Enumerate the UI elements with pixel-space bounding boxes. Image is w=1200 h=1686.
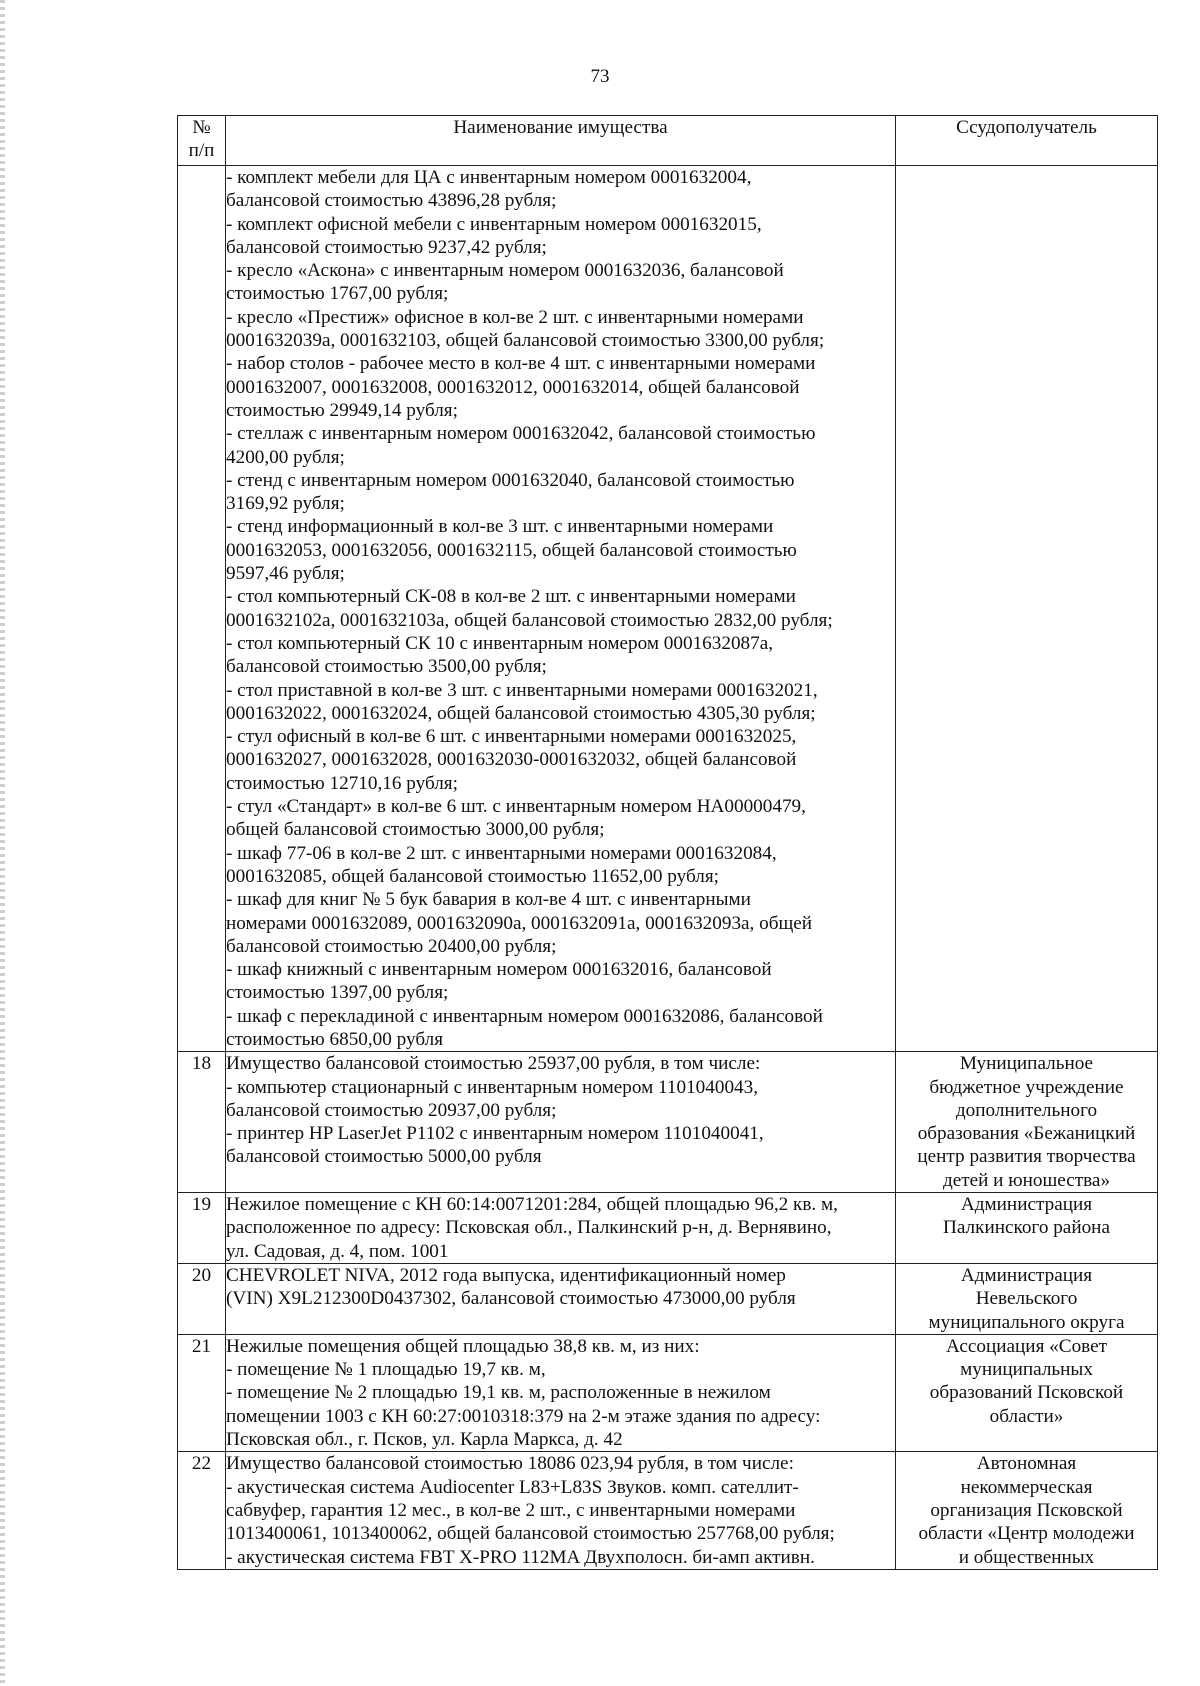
- description-line: стоимостью 1767,00 рубля;: [226, 283, 449, 305]
- header-number: [178, 116, 226, 166]
- description-line: стоимостью 6850,00 рубля: [226, 1028, 444, 1050]
- description-line: - стол компьютерный СК-08 в кол-ве 2 шт. с инвентарными номерами: [226, 586, 796, 608]
- property-description: [226, 1334, 896, 1451]
- recipient: [896, 1052, 1158, 1193]
- table-row: [178, 1193, 1158, 1264]
- description-line: - шкаф с перекладиной с инвентарным номером 0001632086, балансовой: [226, 1005, 823, 1027]
- recipient-line: области «Центр молодежи: [918, 1523, 1135, 1545]
- description-line: 9597,46 рубля;: [226, 563, 345, 585]
- recipient-line: Администрация: [960, 1194, 1093, 1216]
- description-line: 4200,00 рубля;: [226, 446, 345, 468]
- header-property-name: Наименование имущества: [226, 116, 896, 166]
- description-line: - акустическая система FBT X-PRO 112MA Двухполосн. би-амп активн.: [226, 1546, 815, 1568]
- recipient: [896, 166, 1158, 1052]
- header-number-abbr: п/п: [188, 140, 215, 161]
- table-row: [178, 1452, 1158, 1569]
- description-line: - комплект офисной мебели с инвентарным номером 0001632015,: [226, 213, 762, 235]
- property-description: [226, 1263, 896, 1334]
- description-line: 3169,92 рубля;: [226, 493, 345, 515]
- recipient-line: организация Псковской: [930, 1499, 1123, 1521]
- description-line: 0001632085, общей балансовой стоимостью 11652,00 рубля;: [226, 865, 719, 887]
- description-line: Псковская обл., г. Псков, ул. Карла Маркса, д. 42: [226, 1429, 623, 1451]
- recipient-line: муниципального округа: [928, 1311, 1125, 1333]
- recipient-line: центр развития творчества: [917, 1146, 1136, 1168]
- recipient-line: Ассоциация «Совет: [945, 1335, 1108, 1357]
- description-line: - помещение № 2 площадью 19,1 кв. м, расположенные в нежилом: [226, 1382, 771, 1404]
- description-line: расположенное по адресу: Псковская обл., Палкинский р-н, д. Вернявино,: [226, 1217, 832, 1239]
- table-row: [178, 166, 1158, 1052]
- row-number: 20: [178, 1263, 226, 1334]
- description-line: балансовой стоимостью 43896,28 рубля;: [226, 190, 557, 212]
- recipient-line: дополнительного: [955, 1099, 1098, 1121]
- table-header-row: [178, 116, 1158, 166]
- description-line: - принтер HP LaserJet P1102 с инвентарным номером 1101040041,: [226, 1123, 764, 1145]
- recipient-line: образования «Бежаницкий: [917, 1123, 1136, 1145]
- description-line: CHEVROLET NIVA, 2012 года выпуска, идентификационный номер: [226, 1264, 786, 1286]
- description-line: - акустическая система Audiocenter L83+L83S Звуков. комп. сателлит-: [226, 1476, 799, 1498]
- recipient: [896, 1263, 1158, 1334]
- description-line: 0001632102а, 0001632103а, общей балансовой стоимостью 2832,00 рубля;: [226, 609, 833, 631]
- recipient-line: некоммерческая: [960, 1476, 1093, 1498]
- description-line: - стол приставной в кол-ве 3 шт. с инвентарными номерами 0001632021,: [226, 679, 818, 701]
- description-line: 0001632039а, 0001632103, общей балансовой стоимостью 3300,00 рубля;: [226, 330, 825, 352]
- description-line: (VIN) X9L212300D0437302, балансовой стоимостью 473000,00 рубля: [226, 1288, 796, 1310]
- property-description: [226, 1452, 896, 1569]
- description-line: - кресло «Престиж» офисное в кол-ве 2 шт. с инвентарными номерами: [226, 306, 804, 328]
- row-number: 22: [178, 1452, 226, 1569]
- recipient-line: образований Псковской: [929, 1382, 1124, 1404]
- recipient-line: Палкинского района: [943, 1217, 1110, 1239]
- description-line: - стул офисный в кол-ве 6 шт. с инвентарными номерами 0001632025,: [226, 726, 797, 748]
- recipient-line: бюджетное учреждение: [929, 1076, 1124, 1098]
- description-line: сабвуфер, гарантия 12 мес., в кол-ве 2 шт., с инвентарными номерами: [226, 1499, 796, 1521]
- header-recipient: Ссудополучатель: [896, 116, 1158, 166]
- property-description: [226, 1193, 896, 1264]
- description-line: Имущество балансовой стоимостью 18086 023,94 рубля, в том числе:: [226, 1453, 794, 1475]
- recipient-line: Невельского: [975, 1288, 1078, 1310]
- description-line: 1013400061, 1013400062, общей балансовой стоимостью 257768,00 рубля;: [226, 1523, 835, 1545]
- description-line: Имущество балансовой стоимостью 25937,00 рубля, в том числе:: [226, 1053, 761, 1075]
- description-line: 0001632007, 0001632008, 0001632012, 0001632014, общей балансовой: [226, 376, 800, 398]
- scan-edge: [0, 0, 5, 1686]
- recipient: [896, 1334, 1158, 1451]
- recipient-line: Муниципальное: [959, 1053, 1094, 1075]
- description-line: - компьютер стационарный с инвентарным номером 1101040043,: [226, 1076, 759, 1098]
- description-line: Нежилые помещения общей площадью 38,8 кв. м, из них:: [226, 1335, 700, 1357]
- description-line: - стол компьютерный СК 10 с инвентарным номером 0001632087а,: [226, 632, 774, 654]
- description-line: стоимостью 1397,00 рубля;: [226, 982, 449, 1004]
- description-line: - шкаф для книг № 5 бук бавария в кол-ве 4 шт. с инвентарными: [226, 889, 751, 911]
- recipient: [896, 1193, 1158, 1264]
- description-line: балансовой стоимостью 20400,00 рубля;: [226, 935, 557, 957]
- row-number: 19: [178, 1193, 226, 1264]
- description-line: номерами 0001632089, 0001632090а, 0001632091а, 0001632093а, общей: [226, 912, 813, 934]
- description-line: помещении 1003 с КН 60:27:0010318:379 на 2-м этаже здания по адресу:: [226, 1405, 821, 1427]
- row-number: [178, 166, 226, 1052]
- description-line: балансовой стоимостью 20937,00 рубля;: [226, 1099, 557, 1121]
- description-line: 0001632022, 0001632024, общей балансовой стоимостью 4305,30 рубля;: [226, 702, 816, 724]
- description-line: - набор столов - рабочее место в кол-ве 4 шт. с инвентарными номерами: [226, 353, 816, 375]
- description-line: - стеллаж с инвентарным номером 0001632042, балансовой стоимостью: [226, 423, 816, 445]
- description-line: - шкаф книжный с инвентарным номером 0001632016, балансовой: [226, 959, 772, 981]
- recipient: [896, 1452, 1158, 1569]
- recipient-line: Автономная: [976, 1453, 1077, 1475]
- table-body: [178, 166, 1158, 1570]
- description-line: балансовой стоимостью 5000,00 рубля: [226, 1146, 542, 1168]
- recipient-line: Администрация: [960, 1264, 1093, 1286]
- description-line: ул. Садовая, д. 4, пом. 1001: [226, 1240, 449, 1262]
- recipient-line: детей и юношества»: [942, 1169, 1111, 1191]
- recipient-line: муниципальных: [960, 1359, 1093, 1381]
- description-line: - стенд с инвентарным номером 0001632040, балансовой стоимостью: [226, 469, 795, 491]
- row-number: 21: [178, 1334, 226, 1451]
- description-line: стоимостью 12710,16 рубля;: [226, 772, 458, 794]
- recipient-line: и общественных: [958, 1546, 1095, 1568]
- description-line: балансовой стоимостью 9237,42 рубля;: [226, 236, 547, 258]
- row-number: 18: [178, 1052, 226, 1193]
- description-line: балансовой стоимостью 3500,00 рубля;: [226, 656, 547, 678]
- table-row: [178, 1052, 1158, 1193]
- description-line: - шкаф 77-06 в кол-ве 2 шт. с инвентарными номерами 0001632084,: [226, 842, 777, 864]
- description-line: 0001632053, 0001632056, 0001632115, общей балансовой стоимостью: [226, 539, 797, 561]
- property-description: [226, 166, 896, 1052]
- description-line: стоимостью 29949,14 рубля;: [226, 399, 458, 421]
- property-table: [177, 115, 1158, 1570]
- recipient-line: области»: [989, 1405, 1064, 1427]
- description-line: - комплект мебели для ЦА с инвентарным номером 0001632004,: [226, 167, 752, 188]
- description-line: - стул «Стандарт» в кол-ве 6 шт. с инвентарным номером НА00000479,: [226, 796, 806, 818]
- description-line: 0001632027, 0001632028, 0001632030-0001632032, общей балансовой: [226, 749, 797, 771]
- description-line: Нежилое помещение с КН 60:14:0071201:284, общей площадью 96,2 кв. м,: [226, 1194, 838, 1216]
- property-description: [226, 1052, 896, 1193]
- description-line: общей балансовой стоимостью 3000,00 рубля;: [226, 819, 605, 841]
- header-number-symbol: №: [192, 117, 211, 138]
- description-line: - кресло «Аскона» с инвентарным номером 0001632036, балансовой: [226, 260, 784, 282]
- description-line: - стенд информационный в кол-ве 3 шт. с инвентарными номерами: [226, 516, 774, 538]
- table-row: [178, 1263, 1158, 1334]
- table-row: [178, 1334, 1158, 1451]
- description-line: - помещение № 1 площадью 19,7 кв. м,: [226, 1359, 546, 1381]
- page-number: 73: [590, 66, 610, 87]
